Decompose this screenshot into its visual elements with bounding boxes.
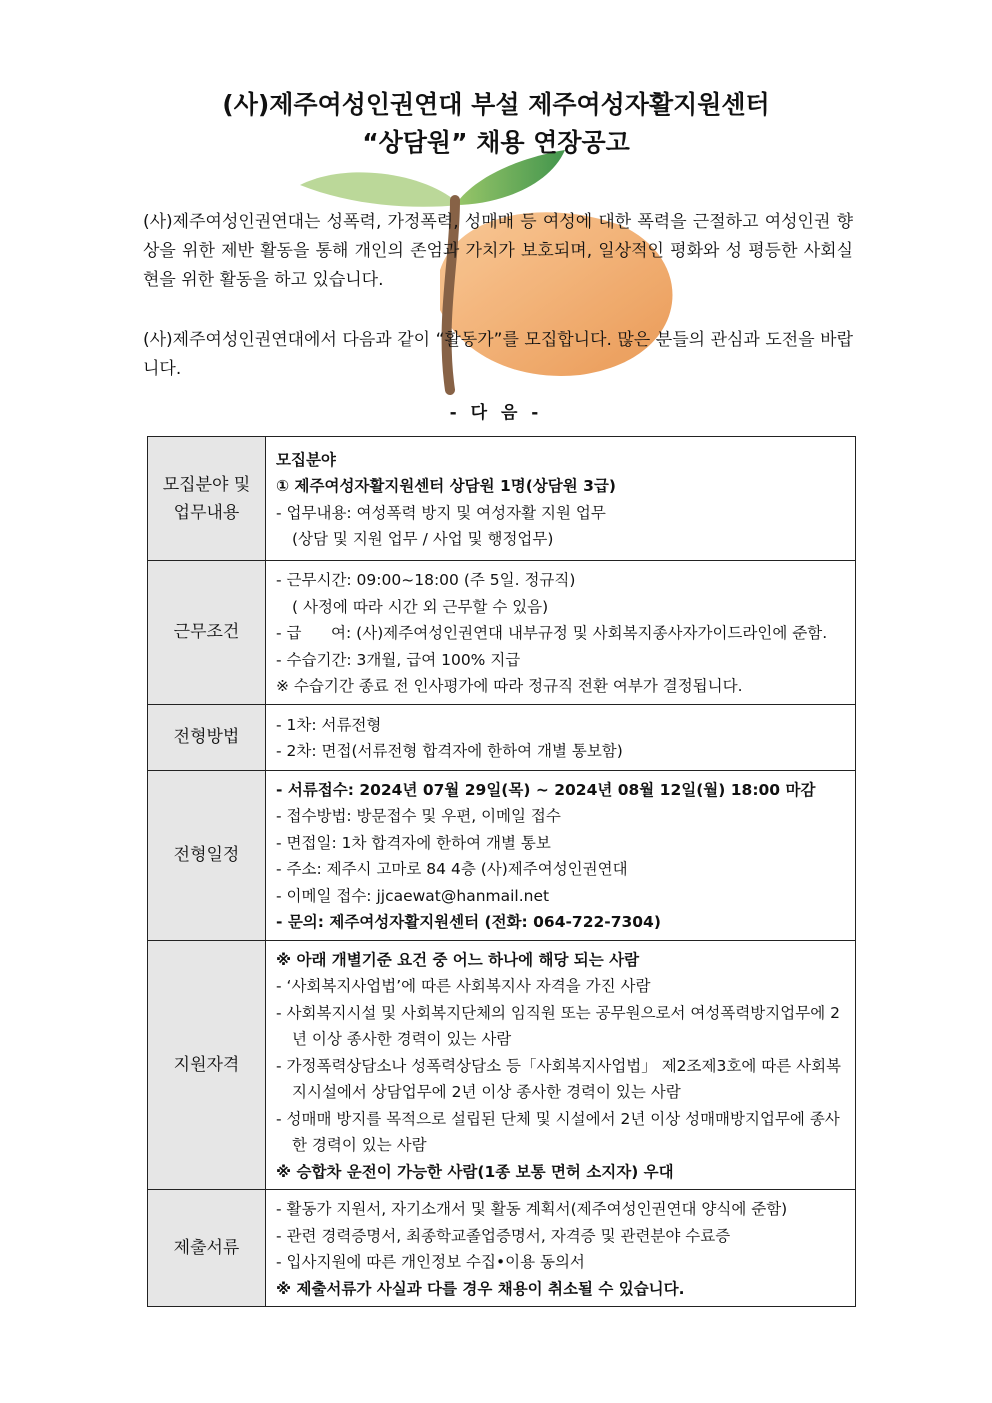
label-method: 전형방법: [148, 704, 266, 770]
documents-line: ※ 제출서류가 사실과 다를 경우 채용이 취소될 수 있습니다.: [276, 1279, 685, 1298]
documents-line: - 활동가 지원서, 자기소개서 및 활동 계획서(제주여성인권연대 양식에 준함): [276, 1200, 788, 1218]
schedule-line: - 서류접수: 2024년 07월 29일(목) ~ 2024년 08월 12일(월) 18:00 마감: [276, 780, 816, 799]
row-recruit: [148, 437, 856, 561]
section-divider-label: - 다 음 -: [449, 403, 543, 423]
schedule-line: - 이메일 접수: jjcaewat@hanmail.net: [276, 886, 550, 905]
content-documents: [266, 1190, 856, 1307]
content-qualification: [266, 940, 856, 1190]
method-line: - 1차: 서류전형: [276, 715, 382, 734]
documents-line: - 관련 경력증명서, 최종학교졸업증명서, 자격증 및 관련분야 수료증: [276, 1226, 731, 1245]
qualification-line: - 사회복지시설 및 사회복지단체의 임직원 또는 공무원으로서 여성폭력방지업무에 2년 이상 종사한 경력이 있는 사람: [276, 1003, 840, 1048]
conditions-line: - 급 여: (사)제주여성인권연대 내부규정 및 사회복지종사자가이드라인에 준함.: [276, 624, 828, 642]
label-recruit-line-2: 업무내용: [173, 502, 240, 523]
qualification-line: ※ 승합차 운전이 가능한 사람(1종 보통 면허 소지자) 우대: [276, 1162, 674, 1181]
recruitment-table: [147, 436, 856, 1307]
content-conditions: [266, 561, 856, 705]
label-recruit: [148, 437, 266, 561]
label-recruit-line-1: 모집분야 및: [162, 474, 251, 495]
documents-line: - 입사지원에 따른 개인정보 수집•이용 동의서: [276, 1253, 585, 1271]
qualification-line: - 성매매 방지를 목적으로 설립된 단체 및 시설에서 2년 이상 성매매방지업무에 종사한 경력이 있는 사람: [276, 1109, 840, 1154]
label-schedule: 전형일정: [148, 770, 266, 940]
conditions-line: ※ 수습기간 종료 전 인사평가에 따라 정규직 전환 여부가 결정됩니다.: [276, 677, 743, 695]
row-method: [148, 704, 856, 770]
label-conditions: 근무조건: [148, 561, 266, 705]
schedule-line: - 면접일: 1차 합격자에 한하여 개별 통보: [276, 833, 551, 852]
title-line-1: (사)제주여성인권연대 부설 제주여성자활지원센터: [222, 90, 770, 119]
content-recruit: [266, 437, 856, 561]
schedule-line: - 접수방법: 방문접수 및 우편, 이메일 접수: [276, 807, 561, 825]
recruit-line: ① 제주여성자활지원센터 상담원 1명(상담원 3급): [276, 477, 616, 495]
recruit-line: 모집분야: [276, 450, 336, 469]
label-qualification: 지원자격: [148, 940, 266, 1190]
conditions-line: ( 사정에 따라 시간 외 근무할 수 있음): [292, 597, 549, 616]
row-qualification: [148, 940, 856, 1190]
row-documents: [148, 1190, 856, 1307]
qualification-line: - ‘사회복지사업법’에 따른 사회복지사 자격을 가진 사람: [276, 977, 651, 995]
label-documents: 제출서류: [148, 1190, 266, 1307]
title-line-2: “상담원” 채용 연장공고: [362, 128, 630, 157]
qualification-line: - 가정폭력상담소나 성폭력상담소 등「사회복지사업법」 제2조제3호에 따른 사회복지시설에서 상담업무에 2년 이상 종사한 경력이 있는 사람: [276, 1056, 842, 1101]
conditions-line: - 근무시간: 09:00~18:00 (주 5일. 정규직): [276, 571, 576, 589]
recruit-line: (상담 및 지원 업무 / 사업 및 행정업무): [292, 530, 554, 548]
schedule-line: - 주소: 제주시 고마로 84 4층 (사)제주여성인권연대: [276, 860, 628, 878]
qualification-line: ※ 아래 개별기준 요건 중 어느 하나에 해당 되는 사람: [276, 950, 640, 969]
recruit-line: - 업무내용: 여성폭력 방지 및 여성자활 지원 업무: [276, 503, 606, 522]
method-line: - 2차: 면접(서류전형 합격자에 한하여 개별 통보함): [276, 742, 623, 760]
intro-paragraph-1: (사)제주여성인권연대는 성폭력, 가정폭력, 성매매 등 여성에 대한 폭력을 근절하고 여성인권 향상을 위한 제반 활동을 통해 개인의 존엄과 가치가 보호되며, 일상적인 평화와 성 평등한 사회실현을 위한 활동을 하고 있습니다.: [143, 212, 853, 290]
row-conditions: [148, 561, 856, 705]
row-schedule: [148, 770, 856, 940]
intro-paragraph-2: (사)제주여성인권연대에서 다음과 같이 “활동가”를 모집합니다. 많은 분들의 관심과 도전을 바랍니다.: [143, 330, 853, 379]
content-schedule: [266, 770, 856, 940]
notice-title: [0, 86, 992, 162]
schedule-line: - 문의: 제주여성자활지원센터 (전화: 064-722-7304): [276, 913, 661, 931]
conditions-line: - 수습기간: 3개월, 급여 100% 지급: [276, 650, 521, 669]
content-method: [266, 704, 856, 770]
